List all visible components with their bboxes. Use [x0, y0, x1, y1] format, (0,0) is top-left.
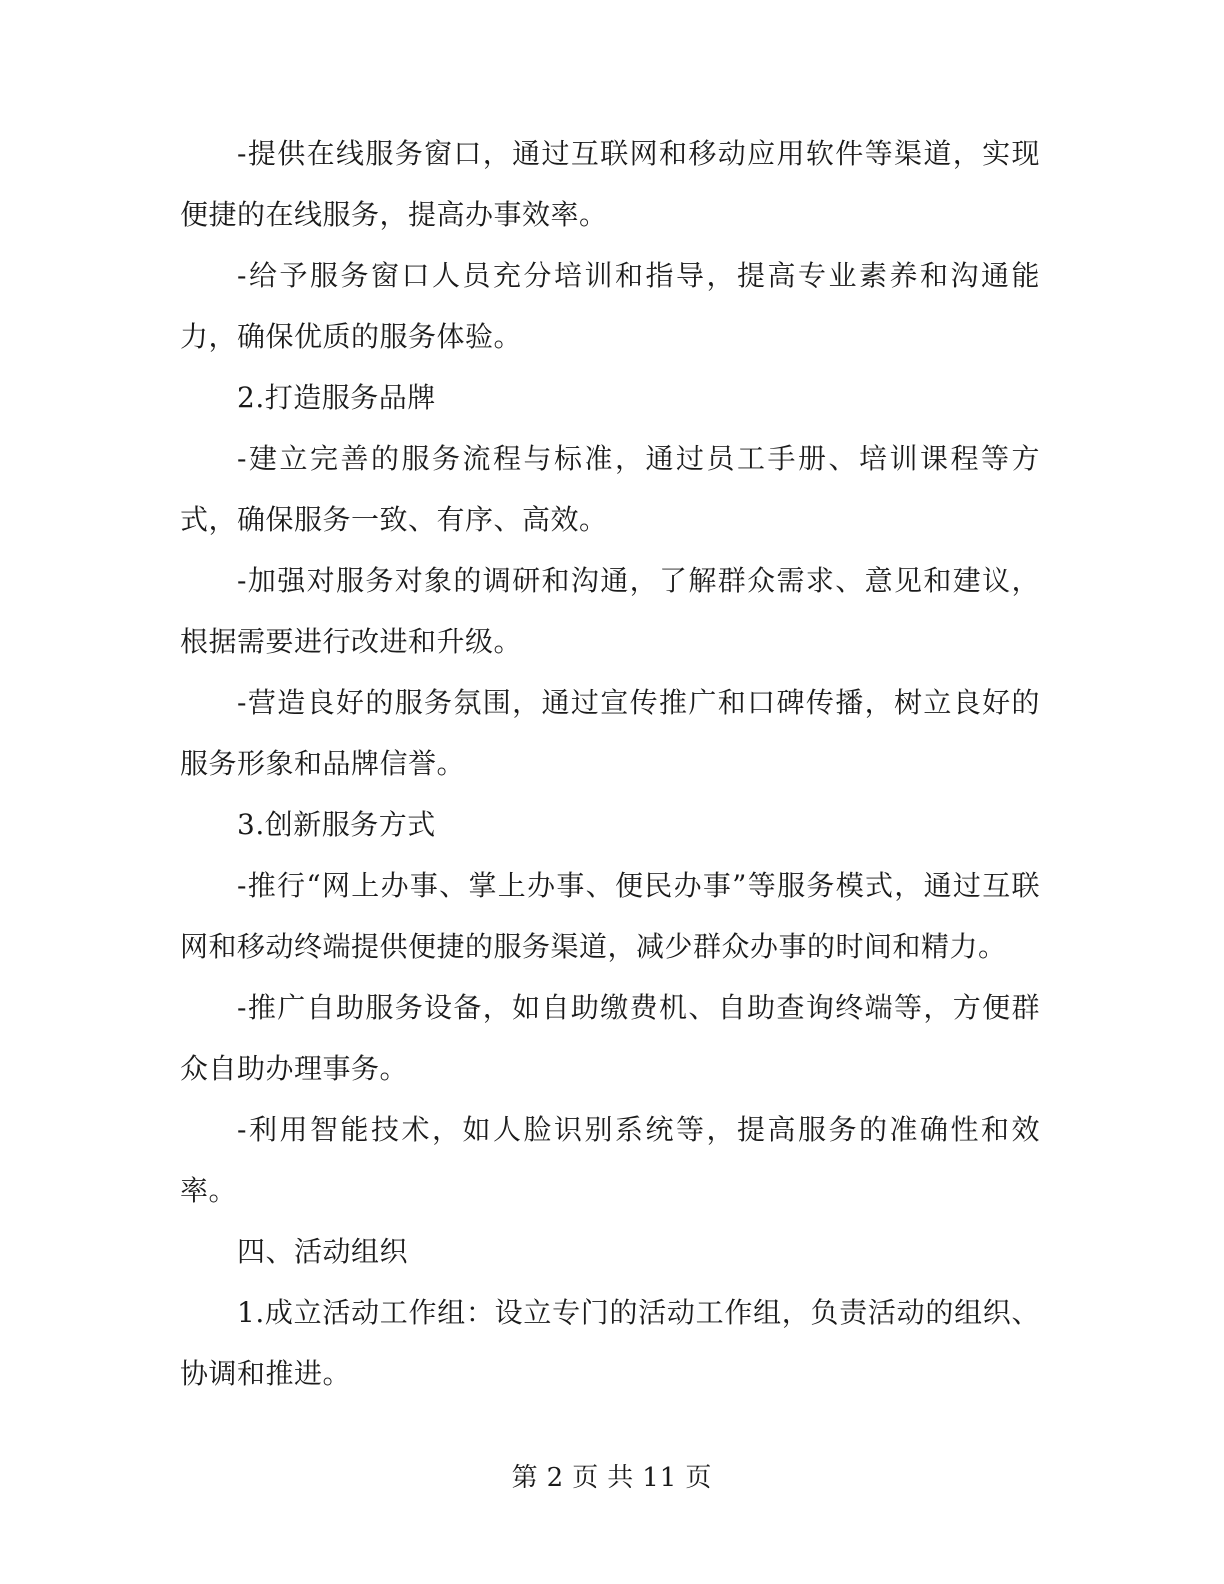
paragraph-service-atmosphere: -营造良好的服务氛围，通过宣传推广和口碑传播，树立良好的服务形象和品牌信誉。: [180, 686, 1040, 780]
paragraph-smart-tech: -利用智能技术，如人脸识别系统等，提高服务的准确性和效率。: [180, 1113, 1040, 1207]
paragraph-work-group: 1.成立活动工作组：设立专门的活动工作组，负责活动的组织、协调和推进。: [180, 1296, 1040, 1390]
footer-suffix: 页: [685, 1463, 713, 1493]
page-footer: [0, 1458, 1224, 1498]
footer-total-pages: 11: [642, 1463, 678, 1493]
paragraph-online-window: -提供在线服务窗口，通过互联网和移动应用软件等渠道，实现便捷的在线服务，提高办事效率。: [180, 137, 1040, 231]
section-heading-innovation: 3.创新服务方式: [237, 808, 436, 841]
paragraph-research-communication: -加强对服务对象的调研和沟通，了解群众需求、意见和建议，根据需要进行改进和升级。: [180, 564, 1040, 658]
footer-total-word: 共: [607, 1463, 635, 1493]
section-heading-organization: 四、活动组织: [237, 1235, 409, 1268]
section-heading-brand: 2.打造服务品牌: [237, 381, 436, 414]
document-body: [180, 123, 1040, 1404]
paragraph-staff-training: -给予服务窗口人员充分培训和指导，提高专业素养和沟通能力，确保优质的服务体验。: [180, 259, 1040, 353]
footer-prefix: 第: [511, 1463, 539, 1493]
footer-page-word: 页: [572, 1463, 600, 1493]
paragraph-service-standards: -建立完善的服务流程与标准，通过员工手册、培训课程等方式，确保服务一致、有序、高效。: [180, 442, 1040, 536]
paragraph-self-service: -推广自助服务设备，如自助缴费机、自助查询终端等，方便群众自助办理事务。: [180, 991, 1040, 1085]
footer-page-number: 2: [546, 1463, 565, 1493]
paragraph-online-services: -推行“网上办事、掌上办事、便民办事”等服务模式，通过互联网和移动终端提供便捷的服务渠道，减少群众办事的时间和精力。: [180, 869, 1040, 963]
